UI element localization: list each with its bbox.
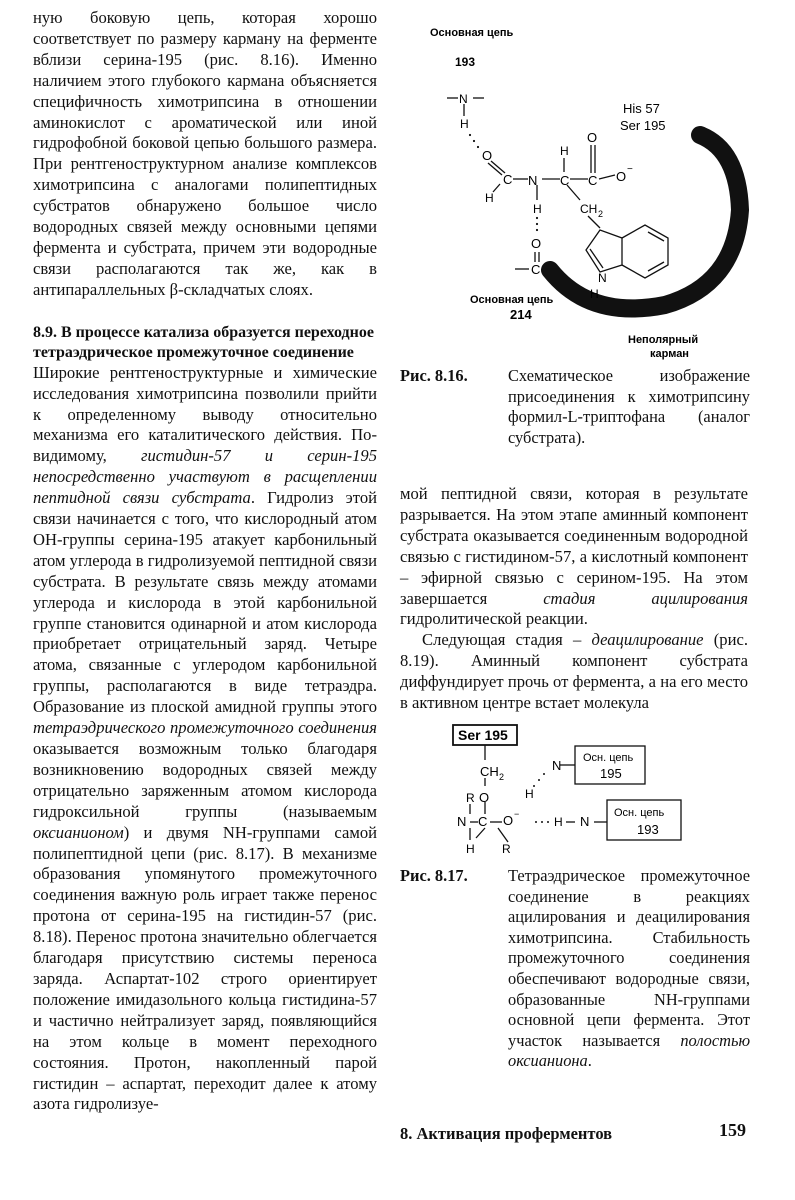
running-footer-section: 8. Активация проферментов <box>400 1124 613 1143</box>
label-ser195: Ser 195 <box>620 118 666 133</box>
figure-8-17-text: Тетраэдрическое промежуточное соединение в реакциях ацилирования и деацилирования химотрипсина. Стабильность промежуточного соединения обеспечивают водородные связи, образованные NH-группами основной цепи фермента. Этот участок называется полостью оксианиона. <box>508 866 750 1071</box>
figure-8-16-caption <box>400 366 750 456</box>
svg-text:2: 2 <box>499 772 505 782</box>
svg-text:CH: CH <box>580 202 598 216</box>
svg-text:H: H <box>460 117 469 131</box>
figure-8-16-diagram <box>400 20 780 365</box>
svg-text:C: C <box>560 173 570 188</box>
label-main-chain-214: Основная цепь <box>470 294 554 306</box>
svg-text:O: O <box>482 148 493 163</box>
figure-8-17-caption <box>400 866 750 1071</box>
left-paragraph-2: Широкие рентгеноструктурные и химические исследования химотрипсина позволили прийти к определенному выводу относительно механизма его каталитического действия. По-видимому, гистидин-57 и серин-195 непосредственно участвуют в расщеплении пептидной связи субстрата. Гидролиз этой связи начинается с того, что кислородный атом ОН-группы серина-195 атакует карбонильный атом углерода в гидролизуемой пептидной связи субстрата. В результате связь между атомами углерода и кислорода в этой карбонильной группе становится одинарной и атом кислорода приобретает отрицательный заряд. Четыре атома, связанные с углеродом карбонильной группы, располагаются в виде тетраэдра. Образование из плоской амидной группы этого тетраэдрического промежуточного соединения оказывается возможным только благодаря возникновению водородных связей между отрицательно заряженным атомом кислорода гидроксильной группы (называемым оксианионом) и двумя NH-группами самой полипептидной цепи (рис. 8.17). В механизме образования упомянутого промежуточного соединения важную роль играет также перенос протона от серина-195 на гистидин-57 (рис. 8.18). Перенос протона значительно облегчается благодаря присутствию системы переноса заряда. Аспартат-102 строго ориентирует положение имидазольного кольца гистидина-57 и частично нейтрализует заряд, появляющийся на этом кольце в момент переходного состояния. Протон, накопленный парой гистидин – аспартат, переходит далее к атому азота гидролизуе- <box>33 362 378 1114</box>
svg-text:−: − <box>514 809 520 819</box>
chain-195-label: Осн. цепь <box>583 752 634 764</box>
right-paragraph-2: Следующая стадия – деацилирование (рис. 8.19). Аминный компонент субстрата диффундирует прочь от фермента, а на его место в активном центре встает молекула <box>400 630 748 713</box>
svg-text:CH: CH <box>480 764 499 779</box>
svg-text:C: C <box>588 173 598 188</box>
hbond-dots-2 <box>536 217 538 231</box>
right-paragraph-1: мой пептидной связи, которая в результате разрывается. На этом этапе аминный компонент субстрата оказывается соединенным водородной связью с гистидином-57, а кислотный компонент – эфирной связью с серином-195. На этом завершается стадия ацилирования гидролитической реакции. <box>400 484 748 629</box>
left-column <box>33 8 377 1115</box>
svg-text:H: H <box>533 202 542 216</box>
svg-text:C: C <box>503 172 513 187</box>
svg-text:C: C <box>531 262 541 277</box>
svg-text:H: H <box>485 191 494 205</box>
svg-text:H: H <box>554 815 563 829</box>
figure-8-17-diagram <box>440 718 740 863</box>
chain-193-label: Осн. цепь <box>614 807 665 819</box>
svg-text:N: N <box>459 92 468 106</box>
svg-text:O: O <box>503 813 514 828</box>
label-193: 193 <box>455 55 476 69</box>
right-column <box>400 484 748 714</box>
svg-text:R: R <box>502 842 511 856</box>
hbond-dots-1 <box>469 134 479 148</box>
svg-text:O: O <box>531 236 542 251</box>
label-pocket-2: карман <box>650 348 689 360</box>
left-paragraph-1: ную боковую цепь, которая хорошо соответствует по размеру карману на ферменте вблизи серина-195 (рис. 8.16). Именно наличием этого глубокого кармана объясняется специфичность химотрипсина в отношении аминокислот с ароматической или иной гидрофобной боковой цепью большого размера. При рентгеноструктурном анализе комплексов химотрипсина с аналогами полипептидных субстратов обнаружено большое число водородных связей между основными цепями фермента и субстрата, причем эти водородные связи располагаются так же, как в антипараллельных β-складчатых слоях. <box>33 8 377 299</box>
nonpolar-pocket <box>550 135 740 308</box>
svg-text:O: O <box>616 169 627 184</box>
svg-text:N: N <box>598 271 607 285</box>
label-his57: His 57 <box>623 101 660 116</box>
hbond-dots-3 <box>533 773 545 787</box>
indole-ring <box>586 216 668 278</box>
svg-text:N: N <box>457 814 467 829</box>
svg-text:H: H <box>525 787 534 801</box>
hbond-dots-4 <box>535 821 549 823</box>
label-214: 214 <box>510 307 532 322</box>
figure-8-16-number: Рис. 8.16. <box>400 366 468 385</box>
figure-8-17-number: Рис. 8.17. <box>400 866 468 885</box>
svg-text:H: H <box>466 842 475 856</box>
figure-8-16-text: Схематическое изображение присоединения к химотрипсину формил-L-триптофана (аналог субстрата). <box>508 366 750 447</box>
svg-text:O: O <box>587 130 598 145</box>
svg-text:−: − <box>627 164 633 175</box>
svg-text:C: C <box>478 814 488 829</box>
svg-text:N: N <box>552 758 562 773</box>
section-heading: 8.9. В процессе катализа образуется переходное тетраэдрическое промежуточное соединение <box>33 323 374 361</box>
chain-195-num: 195 <box>600 766 622 781</box>
svg-text:N: N <box>528 173 538 188</box>
svg-text:N: N <box>580 814 590 829</box>
svg-text:O: O <box>479 790 490 805</box>
svg-text:R: R <box>466 791 475 805</box>
svg-text:2: 2 <box>598 209 604 219</box>
page-number: 159 <box>719 1120 746 1140</box>
label-main-chain-193: Основная цепь <box>430 27 514 39</box>
svg-text:H: H <box>560 144 569 158</box>
chain-193-num: 193 <box>637 822 659 837</box>
ser195-box-label: Ser 195 <box>458 727 508 743</box>
label-pocket-1: Неполярный <box>628 334 699 346</box>
svg-text:H: H <box>590 287 599 301</box>
